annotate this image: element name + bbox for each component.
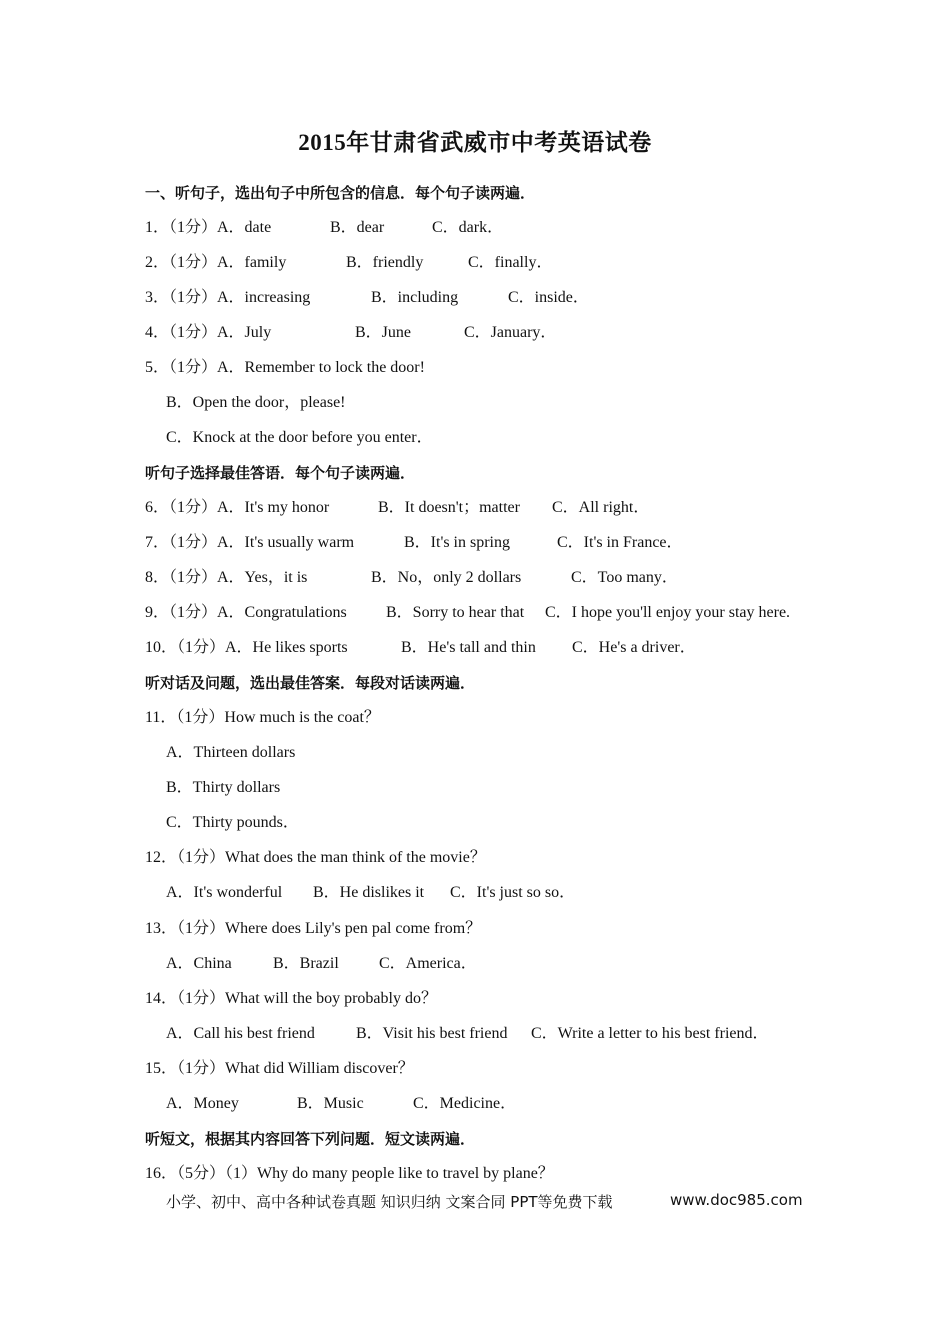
question-8-option-c: C．Too many． — [571, 569, 678, 586]
question-11-option-b: B．Thirty dollars — [166, 779, 281, 796]
question-11-option-c: C．Thirty pounds． — [166, 814, 299, 831]
question-10-head: 10．（1分）A．He likes sports — [145, 639, 348, 656]
question-13-option-b: B．Brazil — [273, 955, 339, 972]
question-2-option-b: B．friendly — [346, 254, 424, 271]
question-7-option-c: C．It's in France． — [557, 534, 683, 551]
question-5-head: 5．（1分）A．Remember to lock the door! — [145, 359, 425, 376]
question-7-option-b: B．It's in spring — [404, 534, 511, 551]
section-heading-1: 一、听句子，选出句子中所包含的信息．每个句子读两遍． — [145, 184, 536, 202]
question-9-head: 9．（1分）A．Congratulations — [145, 604, 347, 621]
question-4-option-c: C．January． — [464, 324, 557, 341]
question-12-option-c: C．It's just so so． — [450, 884, 576, 901]
question-5-option-b: B．Open the door，please! — [166, 394, 346, 411]
question-1-option-c: C．dark． — [432, 219, 504, 236]
question-3-head: 3．（1分）A．increasing — [145, 289, 311, 306]
footer-text: 小学、初中、高中各种试卷真题 知识归纳 文案合同 PPT等免费下载 — [166, 1193, 613, 1211]
question-7-head: 7．（1分）A．It's usually warm — [145, 534, 355, 551]
page-title: 2015年甘肃省武威市中考英语试卷 — [298, 130, 652, 155]
section-heading-2: 听句子选择最佳答语．每个句子读两遍． — [145, 464, 416, 482]
question-6-option-c: C．All right． — [552, 499, 650, 516]
section-heading-3: 听对话及问题，选出最佳答案．每段对话读两遍． — [145, 674, 476, 692]
question-9-option-b: B．Sorry to hear that — [386, 604, 525, 621]
question-11-option-a: A．Thirteen dollars — [166, 744, 296, 761]
question-15-option-b: B．Music — [297, 1095, 364, 1112]
question-8-head: 8．（1分）A．Yes，it is — [145, 569, 308, 586]
question-1 — [145, 218, 271, 238]
question-2-option-c: C．finally． — [468, 254, 553, 271]
question-4-option-b: B．June — [355, 324, 412, 341]
footer-site-link[interactable]: www.doc985.com — [670, 1191, 803, 1209]
question-1-head: 1．（1分）A．date — [145, 219, 272, 236]
question-13-option-c: C．America． — [379, 955, 477, 972]
question-3-option-c: C．inside． — [508, 289, 589, 306]
question-9-option-c: C．I hope you'll enjoy your stay here. — [545, 604, 791, 621]
question-12-option-b: B．He dislikes it — [313, 884, 425, 901]
question-5-option-c: C．Knock at the door before you enter． — [166, 429, 433, 446]
question-15-head: 15．（1分）What did William discover？ — [145, 1060, 414, 1077]
question-4-head: 4．（1分）A．July — [145, 324, 272, 341]
question-13-option-a: A．China — [166, 955, 232, 972]
question-12-option-a: A．It's wonderful — [166, 884, 283, 901]
question-12-head: 12．（1分）What does the man think of the movie？ — [145, 849, 486, 866]
question-16-head: 16．（5分）（1）Why do many people like to travel by plane？ — [145, 1165, 554, 1182]
question-14-option-c: C．Write a letter to his best friend． — [531, 1025, 769, 1042]
question-15-option-c: C．Medicine． — [413, 1095, 517, 1112]
question-8-option-b: B．No，only 2 dollars — [371, 569, 522, 586]
question-14-option-a: A．Call his best friend — [166, 1025, 315, 1042]
question-10-option-c: C．He's a driver． — [572, 639, 696, 656]
question-3-option-b: B．including — [371, 289, 459, 306]
question-2-head: 2．（1分）A．family — [145, 254, 287, 271]
question-6-option-b: B．It doesn't；matter — [378, 499, 520, 516]
question-6-head: 6．（1分）A．It's my honor — [145, 499, 330, 516]
question-13-head: 13．（1分）Where does Lily's pen pal come from？ — [145, 920, 482, 937]
question-14-option-b: B．Visit his best friend — [356, 1025, 508, 1042]
question-15-option-a: A．Money — [166, 1095, 239, 1112]
section-heading-4: 听短文，根据其内容回答下列问题．短文读两遍． — [145, 1130, 476, 1148]
question-14-head: 14．（1分）What will the boy probably do？ — [145, 990, 437, 1007]
question-10-option-b: B．He's tall and thin — [401, 639, 536, 656]
question-1-option-b: B．dear — [330, 219, 385, 236]
question-11-head: 11．（1分）How much is the coat？ — [145, 709, 380, 726]
